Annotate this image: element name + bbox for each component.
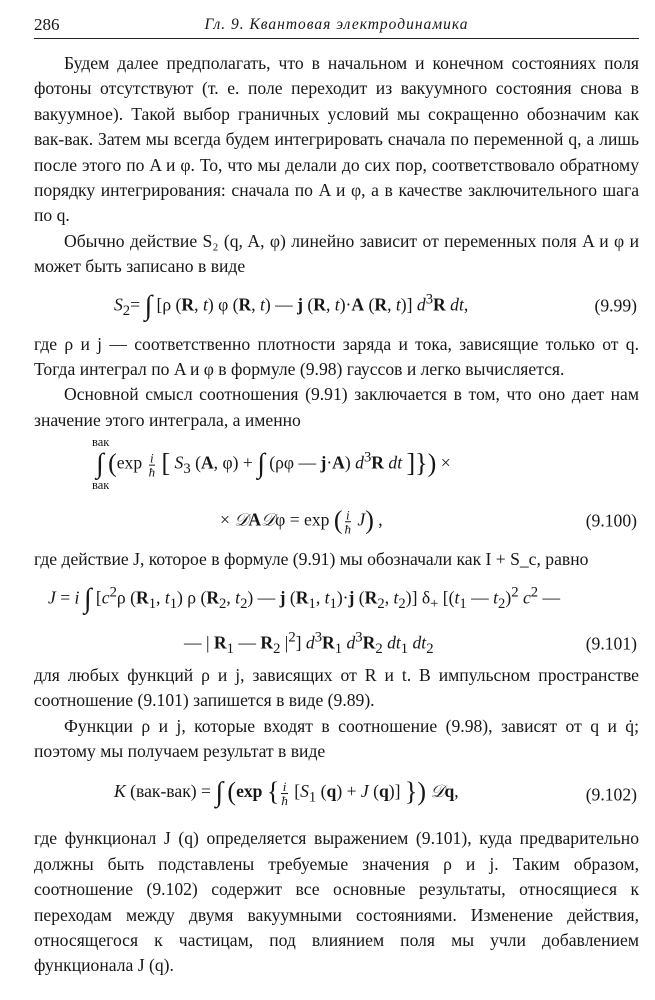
paragraph-1: Будем далее предполагать, что в начальном и конечном состояниях поля фотоны отсутствуют (т. е. поле переходит из вакуумного состояния снова в вакуумное). Такой выбор граничных условий мы сокращенно обозначим как вак-вак. Затем мы всегда будем интегрировать сначала по переменной q, а лишь после этого по A и φ. То, что мы делали до сих пор, соответствовало обратному порядку интегрирования: сначала по A и φ, а в качестве заключительного шага по q. [34, 53, 639, 226]
equation-9-101-body-1: J = i ∫ [$c^2\rho$ ($R_1$, $t_1$) ρ ($R_2$, $t_2$) — j ($R_1$, $t_1)\cdot j$ ($R_2$, $t_2$)] $\delta_+$ [($t_1$ — $t_2)^2$ $c^2$ — [48, 583, 561, 615]
integral-upper-limit: вак [92, 435, 110, 450]
equation-9-100-number: (9.100) [585, 510, 637, 531]
equation-9-101-body-2: — | $R_1$ — $R_2$ $|^2$] $d^3R_1$ $d^3R_2$ $dt_1$ $dt_2$ [184, 629, 434, 657]
integral-lower-limit: вак [92, 478, 110, 493]
equation-9-100-body-2: × 𝒟A𝒟φ = exp ( $\frac{i}{ħ}$ J) , [220, 505, 383, 537]
paragraph-2: Обычно действие S₂ (q, A, φ) линейно зависит от переменных поля A и φ и может быть записано в виде [34, 230, 639, 277]
paragraph-7: Функции ρ и j, которые входят в соотношение (9.98), зависят от q и q̇; поэтому мы получаем результат в виде [34, 715, 639, 761]
equation-9-100-line-2 [34, 495, 639, 547]
paragraph-3: где ρ и j — соответственно плотности заряда и тока, зависящие только от q. Тогда интеграл по A и φ в формуле (9.98) гауссов и легко вычисляется. [34, 333, 639, 380]
running-title: Гл. 9. Квантовая электродинамика [204, 16, 469, 33]
equation-9-102-body: K (вак-вак) = ∫ (exp { $\frac{i}{ħ}$ [$S_1$ (q) + J (q)] }) 𝒟q, [114, 777, 459, 809]
equation-9-101-line-2 [34, 625, 639, 663]
running-header [34, 14, 639, 39]
equation-9-99 [34, 280, 639, 332]
equation-9-101-number: (9.101) [585, 632, 637, 653]
paragraph-8: где функционал J (q) определяется выражением (9.101), куда предварительно должны быть подставлены требуемые значения ρ и j. Таким образом, соотношение (9.102) содержит все основные результаты, относящиеся к переходам между двумя вакуумными состояниями. Изменение действия, относящегося к частицам, под влиянием поля мы учли добавлением функционала J (q). [34, 828, 639, 976]
equation-9-101-line-1 [34, 573, 639, 625]
equation-9-102 [34, 764, 639, 826]
equation-9-100-body-1: ∫ (exp $\frac{i}{ħ}$ [ $S_3$ (A, φ) + ∫ (ρφ — j·A) $d^3R$ dt ]}) × [96, 448, 451, 480]
paragraph-5: где действие J, которое в формуле (9.91) мы обозначали как I + S_c, равно [34, 549, 589, 570]
page-number: 286 [34, 15, 60, 34]
equation-9-102-lhs-label: вак-вак [136, 781, 191, 802]
equation-9-100-line-1 [34, 433, 639, 495]
equation-9-99-number: (9.99) [594, 294, 637, 315]
paragraph-4: Основной смысл соотношения (9.91) заключается в том, что оно дает нам значение этого интеграла, а именно [34, 384, 639, 430]
equation-9-102-number: (9.102) [585, 784, 637, 805]
equation-9-99-body: $S_2=$ ∫ [ρ (R, t) φ (R, t) — j (R, t)·A (R, t)] $d^3R$ dt, [114, 290, 469, 322]
paragraph-6: для любых функций ρ и j, зависящих от R и t. В импульсном пространстве соотношение (9.101) запишется в виде (9.89). [34, 664, 639, 711]
